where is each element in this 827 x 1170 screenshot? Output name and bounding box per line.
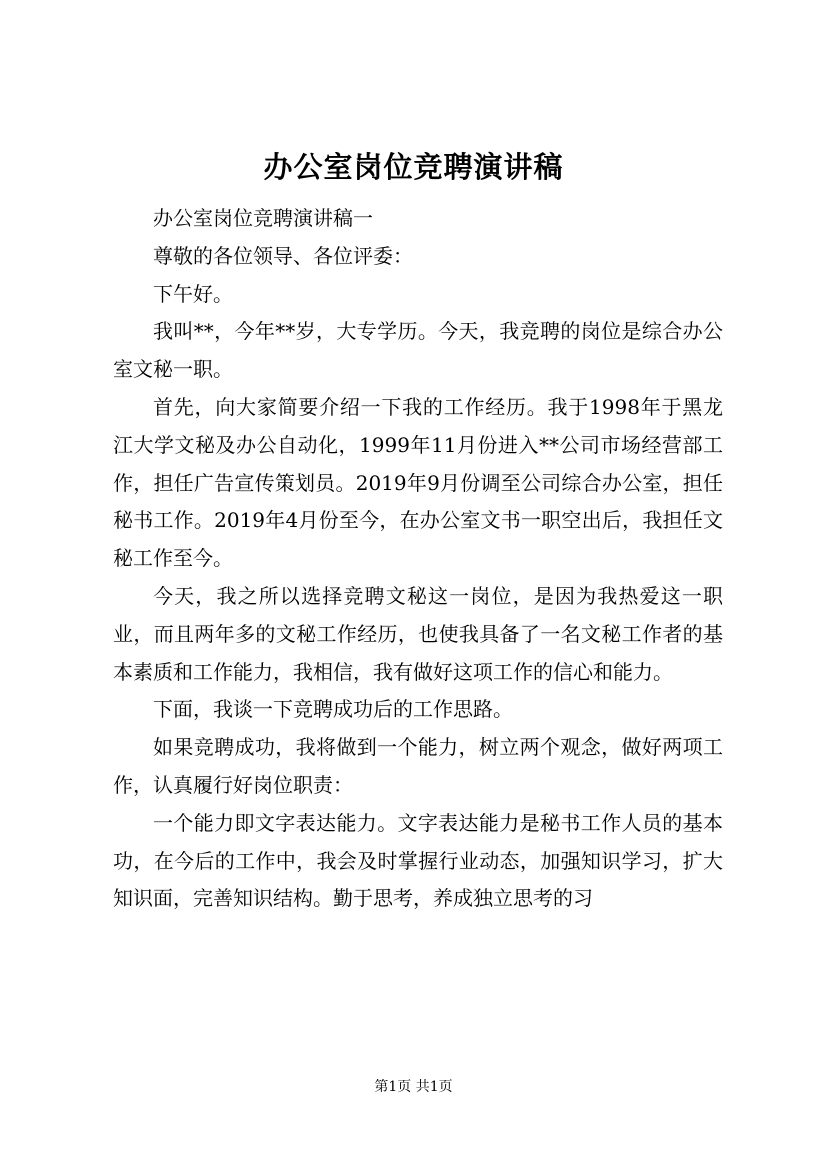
paragraph-introduction: 我叫**，今年**岁，大专学历。今天，我竞聘的岗位是综合办公室文秘一职。 (113, 319, 723, 382)
paragraph-heading: 办公室岗位竞聘演讲稿一 (153, 206, 373, 230)
document-title: 办公室岗位竞聘演讲稿 (263, 150, 564, 184)
document-body (113, 200, 723, 918)
paragraph-greeting: 下午好。 (153, 281, 233, 306)
paragraph-motivation: 今天，我之所以选择竞聘文秘这一岗位，是因为我热爱这一职业，而且两年多的文秘工作经历，也使我具备了一名文秘工作者的基本素质和工作能力，我相信，我有做好这项工作的信心和能力。 (113, 583, 723, 684)
paragraph-writing-ability: 一个能力即文字表达能力。文字表达能力是秘书工作人员的基本功，在今后的工作中，我会及时掌握行业动态，加强知识学习，扩大知识面，完善知识结构。勤于思考，养成独立思考的习 (113, 810, 723, 911)
page-footer: 第1页 共1页 (374, 1079, 453, 1095)
paragraph-salutation: 尊敬的各位领导、各位评委： (153, 243, 413, 268)
paragraph-work-history: 首先，向大家简要介绍一下我的工作经历。我于1998年于黑龙江大学文秘及办公自动化，1999年11月份进入**公司市场经营部工作，担任广告宣传策划员。2019年9月份调至公司综合办公室，担任秘书工作。2019年4月份至今，在办公室文书一职空出后，我担任文秘工作至今。 (113, 394, 723, 571)
paragraph-plan: 如果竞聘成功，我将做到一个能力，树立两个观念，做好两项工作，认真履行好岗位职责： (113, 735, 723, 797)
paragraph-transition: 下面，我谈一下竞聘成功后的工作思路。 (153, 697, 513, 722)
